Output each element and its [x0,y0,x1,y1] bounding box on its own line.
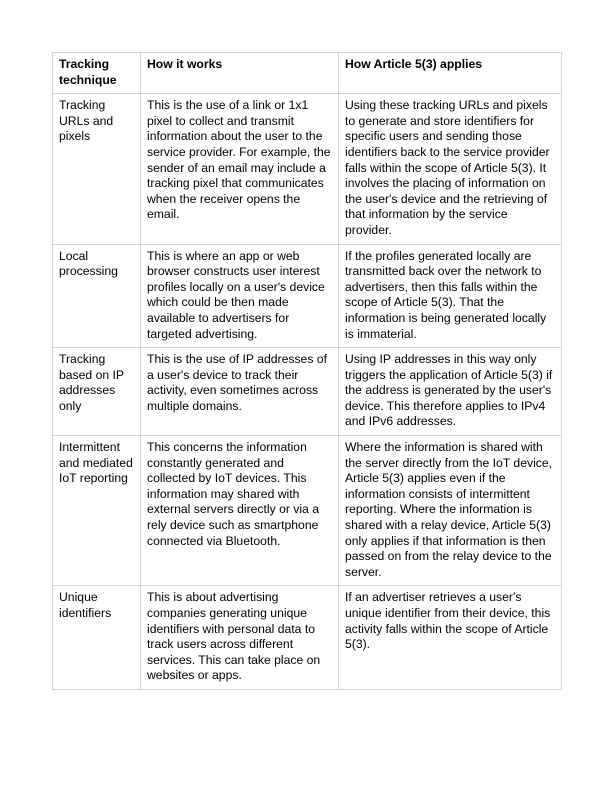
how-it-works-cell: This is about advertising companies generating unique identifiers with personal data to track users across different services. This can take place on websites or apps. [141,586,339,690]
table-row [53,244,562,348]
technique-cell: Tracking URLs and pixels [53,94,141,244]
how-it-works-cell: This is the use of a link or 1x1 pixel to collect and transmit information about the user to the service provider. For example, the sender of an email may include a tracking pixel that communicates when the receiver opens the email. [141,94,339,244]
technique-cell: Local processing [53,244,141,348]
technique-cell: Intermittent and mediated IoT reporting [53,436,141,586]
table-row [53,348,562,436]
article-applies-cell: Where the information is shared with the server directly from the IoT device, Article 5(3) applies even if the information consists of intermittent reporting. Where the information is shared with a relay device, Article 5(3) only applies if that information is then passed on from the relay device to the server. [339,436,562,586]
technique-cell: Tracking based on IP addresses only [53,348,141,436]
article-applies-cell: Using these tracking URLs and pixels to generate and store identifiers for specific users and sending those identifiers back to the service provider falls within the scope of Article 5(3). It involves the placing of information on the user's device and the retrieving of that information by the service provider. [339,94,562,244]
tracking-techniques-table [52,52,562,690]
article-applies-cell: If the profiles generated locally are transmitted back over the network to advertisers, then this falls within the scope of Article 5(3). That the information is being generated locally is immaterial. [339,244,562,348]
how-it-works-cell: This is the use of IP addresses of a user's device to track their activity, even sometimes across multiple domains. [141,348,339,436]
header-how-it-works: How it works [141,53,339,94]
table-row [53,436,562,586]
article-applies-cell: Using IP addresses in this way only triggers the application of Article 5(3) if the address is generated by the user's device. This therefore applies to IPv4 and IPv6 addresses. [339,348,562,436]
article-applies-cell: If an advertiser retrieves a user's unique identifier from their device, this activity falls within the scope of Article 5(3). [339,586,562,690]
table-row [53,586,562,690]
technique-cell: Unique identifiers [53,586,141,690]
table-header-row [53,53,562,94]
header-tracking-technique: Tracking technique [53,53,141,94]
how-it-works-cell: This is where an app or web browser constructs user interest profiles locally on a user's device which could be then made available to advertisers for targeted advertising. [141,244,339,348]
table-row [53,94,562,244]
how-it-works-cell: This concerns the information constantly generated and collected by IoT devices. This information may shared with external servers directly or via a rely device such as smartphone connected via Bluetooth. [141,436,339,586]
header-article-applies: How Article 5(3) applies [339,53,562,94]
